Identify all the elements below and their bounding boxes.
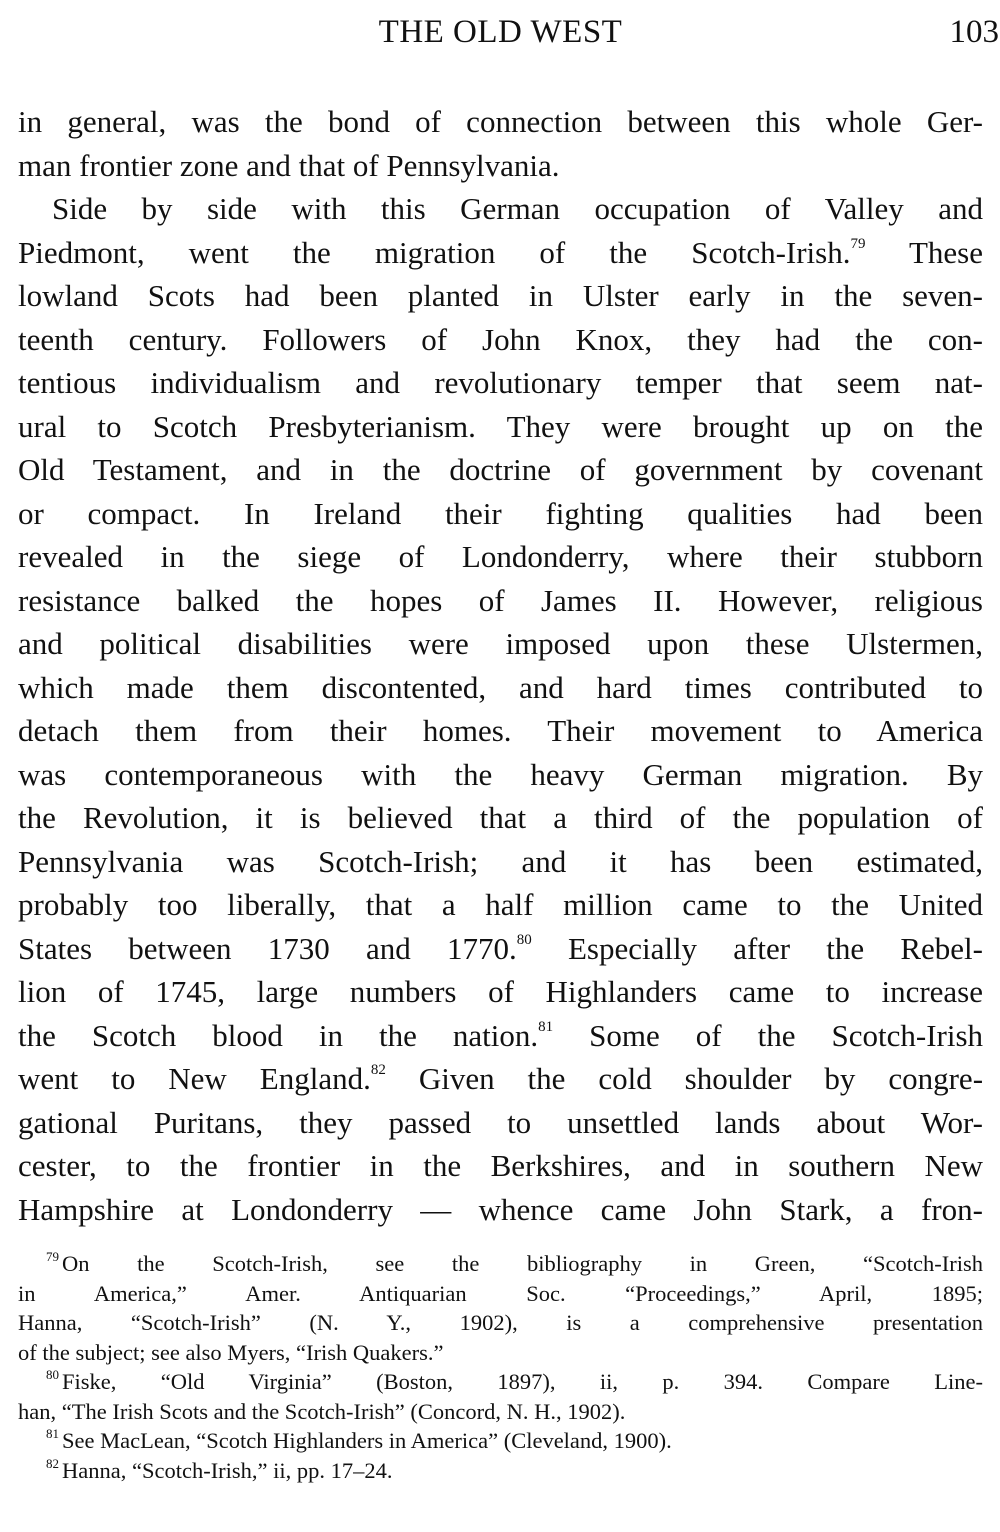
text-line: resistance balked the hopes of James II. However, religious xyxy=(18,582,983,618)
text-line: revealed in the siege of Londonderry, where their stubborn xyxy=(18,539,983,574)
footnote-ref-80[interactable]: 80 xyxy=(516,931,532,948)
text-segment: These xyxy=(908,234,983,270)
text-line xyxy=(18,1014,983,1058)
footnote-line: han, “The Irish Scots and the Scotch-Irish” (Concord, N. H., 1902). xyxy=(18,1398,626,1424)
text-segment: Given the cold shoulder by congre- xyxy=(418,1061,984,1096)
footnote-81 xyxy=(18,1426,983,1456)
text-segment: went to New England. xyxy=(18,1061,371,1096)
text-line: which made them discontented, and hard times contributed to xyxy=(18,669,983,705)
text-line xyxy=(18,231,983,275)
text-line: gational Puritans, they passed to unsettled lands about Wor- xyxy=(18,1104,983,1140)
text-line: teenth century. Followers of John Knox, they had the con- xyxy=(18,321,983,357)
footnote-text: See MacLean, “Scotch Highlanders in America” (Cleveland, 1900). xyxy=(62,1428,672,1453)
text-line: lowland Scots had been planted in Ulster early in the seven- xyxy=(18,278,983,313)
text-line: probably too liberally, that a half million came to the United xyxy=(18,887,983,922)
footnote-80 xyxy=(18,1367,983,1397)
footnotes xyxy=(18,1249,983,1485)
text-line: or compact. In Ireland their fighting qualities had been xyxy=(18,495,983,531)
footnote-ref-81[interactable]: 81 xyxy=(538,1018,554,1035)
footnote-text: Fiske, “Old Virginia” (Boston, 1897), ii, p. 394. Compare Line- xyxy=(62,1369,983,1394)
text-line: Pennsylvania was Scotch-Irish; and it has been estimated, xyxy=(18,843,983,879)
footnote-mark: 80 xyxy=(46,1367,59,1382)
footnote-line: in America,” Amer. Antiquarian Soc. “Proceedings,” April, 1895; xyxy=(18,1280,983,1306)
footnote-79 xyxy=(18,1249,983,1279)
footnote-82 xyxy=(18,1456,983,1486)
footnote-mark: 82 xyxy=(46,1455,59,1471)
text-line: lion of 1745, large numbers of Highlanders came to increase xyxy=(18,974,983,1009)
text-line: tentious individualism and revolutionary temper that seem nat- xyxy=(18,365,983,400)
footnote-mark: 79 xyxy=(46,1249,59,1264)
text-line: cester, to the frontier in the Berkshires, and in southern New xyxy=(18,1148,983,1183)
text-line xyxy=(18,927,983,971)
page-header xyxy=(18,10,999,58)
text-segment: Some of the Scotch-Irish xyxy=(589,1017,984,1053)
footnote-line: Hanna, “Scotch-Irish” (N. Y., 1902), is a comprehensive presentation xyxy=(18,1310,983,1335)
text-line: detach them from their homes. Their movement to America xyxy=(18,713,983,748)
page-number: 103 xyxy=(949,14,999,50)
text-line: the Revolution, it is believed that a third of the population of xyxy=(18,800,983,835)
footnote-ref-82[interactable]: 82 xyxy=(370,1062,386,1078)
text-line: in general, was the bond of connection between this whole Ger- xyxy=(18,104,983,139)
text-line: ural to Scotch Presbyterianism. They were brought up on the xyxy=(18,408,983,444)
footnote-ref-79[interactable]: 79 xyxy=(850,235,866,252)
text-line: Hampshire at Londonderry — whence came John Stark, a fron- xyxy=(18,1191,983,1227)
text-line: was contemporaneous with the heavy German migration. By xyxy=(18,756,983,792)
footnote-text: Hanna, “Scotch-Irish,” ii, pp. 17–24. xyxy=(62,1457,393,1483)
book-page xyxy=(18,10,999,1485)
text-segment: States between 1730 and 1770. xyxy=(18,930,517,966)
running-head: THE OLD WEST xyxy=(378,14,623,50)
footnote-mark: 81 xyxy=(46,1426,59,1441)
text-line: Side by side with this German occupation of Valley and xyxy=(52,191,983,226)
text-segment: Especially after the Rebel- xyxy=(567,930,983,966)
text-segment: the Scotch blood in the nation. xyxy=(18,1017,539,1053)
text-line xyxy=(18,1057,983,1101)
footnote-line: of the subject; see also Myers, “Irish Quakers.” xyxy=(18,1339,444,1365)
text-line: man frontier zone and that of Pennsylvania. xyxy=(18,147,560,183)
footnote-text: On the Scotch-Irish, see the bibliography in Green, “Scotch-Irish xyxy=(62,1251,983,1276)
text-segment: Piedmont, went the migration of the Scotch-Irish. xyxy=(18,234,851,270)
text-line: Old Testament, and in the doctrine of government by covenant xyxy=(18,452,983,487)
text-line: and political disabilities were imposed upon these Ulstermen, xyxy=(18,626,983,661)
body-text xyxy=(18,100,983,1231)
